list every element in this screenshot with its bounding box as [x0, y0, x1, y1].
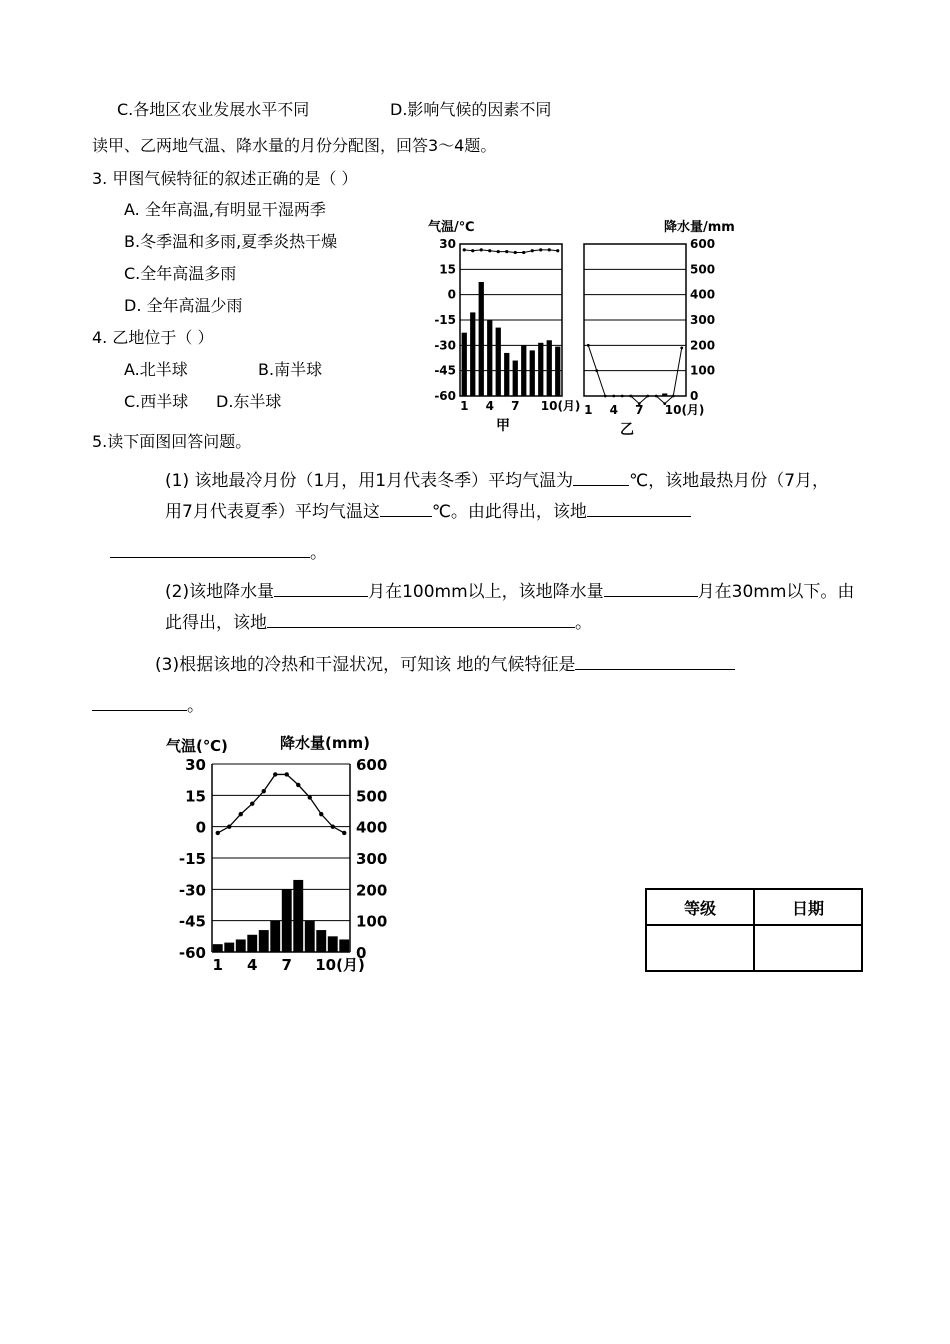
q5-x-tick: 10(月) [315, 956, 365, 974]
jia-temp-point [556, 249, 559, 252]
q5-part1-line2 [165, 500, 691, 522]
yi-x-tick: 7 [635, 403, 644, 417]
q2-option-c: C.各地区农业发展水平不同 [117, 100, 310, 119]
yi-point [629, 395, 632, 398]
question-4: 4. 乙地位于（ ） [92, 328, 214, 347]
q5-temp-point [285, 772, 289, 776]
q5-temp-point [216, 831, 220, 835]
q5-right-tick: 600 [356, 756, 388, 774]
yi-line [588, 345, 682, 403]
q5-part2-line1 [165, 580, 854, 602]
q5-precip-bar [305, 921, 315, 952]
yi-point [587, 344, 590, 347]
jia-precip-bar [462, 333, 467, 396]
question-3: 3. 甲图气候特征的叙述正确的是（ ） [92, 169, 358, 188]
q5-temp-point [239, 812, 243, 816]
q3-option-a: A. 全年高温,有明显干湿两季 [124, 200, 326, 219]
jia-precip-bar [479, 282, 484, 396]
jia-x-tick: 1 [460, 399, 469, 413]
q5-precip-bar [259, 930, 269, 952]
q5-left-tick: 15 [185, 787, 206, 806]
q5-temp-point [250, 801, 254, 805]
blank-dry-months[interactable] [604, 580, 698, 597]
q5-right-tick: 300 [356, 850, 388, 868]
q5-temp-point [273, 772, 277, 776]
intro-3-4: 读甲、乙两地气温、降水量的月份分配图，回答3～4题。 [92, 136, 497, 155]
grade-table [645, 888, 863, 972]
jia-temp-point [480, 248, 483, 251]
q5-2d: 此得出，该地 [165, 613, 267, 633]
q5-precip-bar [293, 880, 303, 952]
q5-1d: ℃。由此得出，该地 [431, 502, 587, 522]
q5-3a: (3)根据该地的冷热和干湿状况，可知该 地的气候特征是 [155, 655, 576, 675]
yi-point [655, 395, 658, 398]
q5-1e: 。 [310, 543, 327, 563]
q5-left-tick: -30 [178, 881, 206, 900]
jia-temp-point [488, 249, 491, 252]
yi-point [672, 395, 675, 398]
yi-x-tick: 4 [609, 403, 618, 417]
jia-precip-bar [555, 347, 560, 396]
jia-left-tick: 0 [447, 287, 456, 302]
climate-chart-q5 [160, 730, 400, 978]
jia-left-tick: -15 [434, 313, 456, 327]
yi-point [680, 346, 683, 349]
q5-temp-point [319, 812, 323, 816]
q5-right-tick: 500 [356, 787, 388, 806]
yi-ylabel-right: 降水量/mm [664, 220, 735, 235]
jia-x-tick: 4 [485, 399, 494, 413]
jia-left-tick: -60 [434, 389, 456, 403]
jia-temp-point [463, 248, 466, 251]
blank-climate-b[interactable] [92, 694, 187, 711]
jia-temp-point [531, 249, 534, 252]
jia-left-tick: 30 [439, 237, 456, 251]
q5-part3-line1 [155, 653, 735, 675]
jia-temp-point [539, 248, 542, 251]
q3-option-d: D. 全年高温少雨 [124, 296, 243, 315]
q5-precip-bar [213, 944, 223, 952]
jia-ylabel-left: 气温/℃ [428, 220, 475, 235]
yi-point [646, 395, 649, 398]
q5-left-tick: -45 [178, 912, 206, 931]
q5-temp-line [218, 774, 345, 832]
q4-option-b: B.南半球 [258, 360, 323, 379]
q5-1a: (1) 该地最冷月份（1月，用1月代表冬季）平均气温为 [165, 471, 574, 491]
q5-right-tick: 100 [356, 912, 388, 931]
q3-option-c: C.全年高温多雨 [124, 264, 237, 283]
q5-temp-point [296, 783, 300, 787]
jia-precip-bar [504, 353, 509, 396]
q5-left-tick: 0 [195, 818, 206, 837]
grade-label: 等级 [646, 889, 754, 925]
q5-precip-bar [270, 921, 280, 952]
climate-chart-jia-yi [418, 214, 748, 442]
date-label: 日期 [754, 889, 862, 925]
q5-2c: 月在30mm以下。由 [697, 582, 855, 602]
jia-temp-point [548, 248, 551, 251]
blank-temp-conclusion-a[interactable] [587, 500, 691, 517]
jia-precip-bar [487, 320, 492, 396]
q5-2a: (2)该地降水量 [165, 582, 275, 602]
q5-temp-point [227, 824, 231, 828]
jia-precip-bar [530, 350, 535, 396]
q5-temp-point [308, 795, 312, 799]
q5-ylabel-right: 降水量(mm) [280, 734, 370, 752]
q4-option-c: C.西半球 [124, 392, 189, 411]
q5-1c: 用7月代表夏季）平均气温这 [165, 502, 380, 522]
yi-caption: 乙 [620, 422, 634, 438]
yi-right-tick: 500 [690, 262, 716, 277]
q5-precip-bar [316, 930, 326, 952]
blank-temp-conclusion-b[interactable] [110, 541, 310, 558]
q5-precip-bar [236, 939, 246, 952]
q5-part1-line1 [165, 469, 829, 491]
yi-precip-bar [662, 393, 667, 396]
jia-precip-bar [547, 340, 552, 396]
q5-part3-line2 [92, 694, 204, 716]
yi-right-tick: 100 [690, 363, 716, 378]
jia-precip-bar [513, 361, 518, 396]
q5-precip-bar [328, 936, 338, 952]
yi-point [604, 395, 607, 398]
jia-temp-point [471, 249, 474, 252]
q5-precip-bar [339, 939, 349, 952]
yi-right-tick: 200 [690, 338, 716, 353]
jia-temp-point [514, 251, 517, 254]
q5-precip-bar [247, 935, 257, 952]
q5-temp-point [262, 789, 266, 793]
question-5: 5.读下面图回答问题。 [92, 432, 252, 451]
q5-part2-line2 [165, 611, 592, 633]
q3-option-b: B.冬季温和多雨,夏季炎热干燥 [124, 232, 338, 251]
q5-part1-line3 [110, 541, 327, 563]
jia-left-tick: -30 [434, 338, 456, 353]
blank-precip-conclusion[interactable] [267, 611, 575, 628]
yi-x-tick: 10(月) [664, 403, 705, 417]
q5-precip-bar [224, 943, 234, 952]
yi-right-tick: 300 [690, 313, 716, 327]
yi-point [621, 395, 624, 398]
yi-x-tick: 1 [584, 403, 593, 417]
q2-option-d: D.影响气候的因素不同 [390, 100, 552, 119]
q5-right-tick: 400 [356, 818, 388, 837]
chart-jia [428, 219, 580, 434]
q5-x-tick: 4 [247, 956, 258, 974]
jia-left-tick: 15 [439, 262, 456, 277]
jia-precip-bar [521, 345, 526, 396]
q5-2b: 月在100mm以上，该地降水量 [368, 582, 604, 602]
jia-precip-bar [470, 312, 475, 396]
q5-left-tick: 30 [185, 756, 206, 774]
blank-cold-temp[interactable] [573, 469, 629, 486]
date-cell[interactable] [754, 925, 862, 971]
jia-temp-point [505, 250, 508, 253]
q5-right-tick: 200 [356, 881, 388, 900]
jia-x-tick: 7 [511, 399, 520, 413]
blank-climate-a[interactable] [575, 653, 735, 670]
blank-wet-months[interactable] [274, 580, 368, 597]
yi-right-tick: 600 [690, 237, 716, 251]
q5-temp-point [331, 824, 335, 828]
jia-precip-bar [496, 328, 501, 396]
q5-temp-point [342, 831, 346, 835]
q5-2e: 。 [575, 613, 592, 633]
jia-temp-line [464, 250, 558, 253]
yi-right-tick: 0 [690, 389, 699, 403]
q5-right-tick: 0 [356, 944, 367, 962]
jia-caption: 甲 [496, 418, 510, 434]
jia-temp-point [522, 251, 525, 254]
q4-option-d: D.东半球 [216, 392, 282, 411]
q5-ylabel-left: 气温(℃) [166, 737, 228, 755]
chart-yi [584, 219, 735, 438]
grade-cell[interactable] [646, 925, 754, 971]
q4-option-a: A.北半球 [124, 360, 188, 379]
q5-x-tick: 7 [281, 956, 292, 974]
jia-left-tick: -45 [434, 363, 456, 378]
yi-point [612, 395, 615, 398]
yi-point [595, 369, 598, 372]
q5-left-tick: -60 [178, 944, 206, 962]
jia-x-tick: 10(月) [540, 399, 581, 413]
yi-right-tick: 400 [690, 287, 716, 302]
q5-1b: ℃，该地最热月份（7月， [629, 471, 830, 491]
blank-hot-temp[interactable] [380, 500, 432, 517]
jia-precip-bar [538, 343, 543, 396]
jia-temp-point [497, 250, 500, 253]
q5-left-tick: -15 [178, 850, 206, 868]
q5-x-tick: 1 [212, 956, 223, 974]
q5-precip-bar [282, 889, 292, 952]
q5-3b: 。 [187, 696, 204, 716]
